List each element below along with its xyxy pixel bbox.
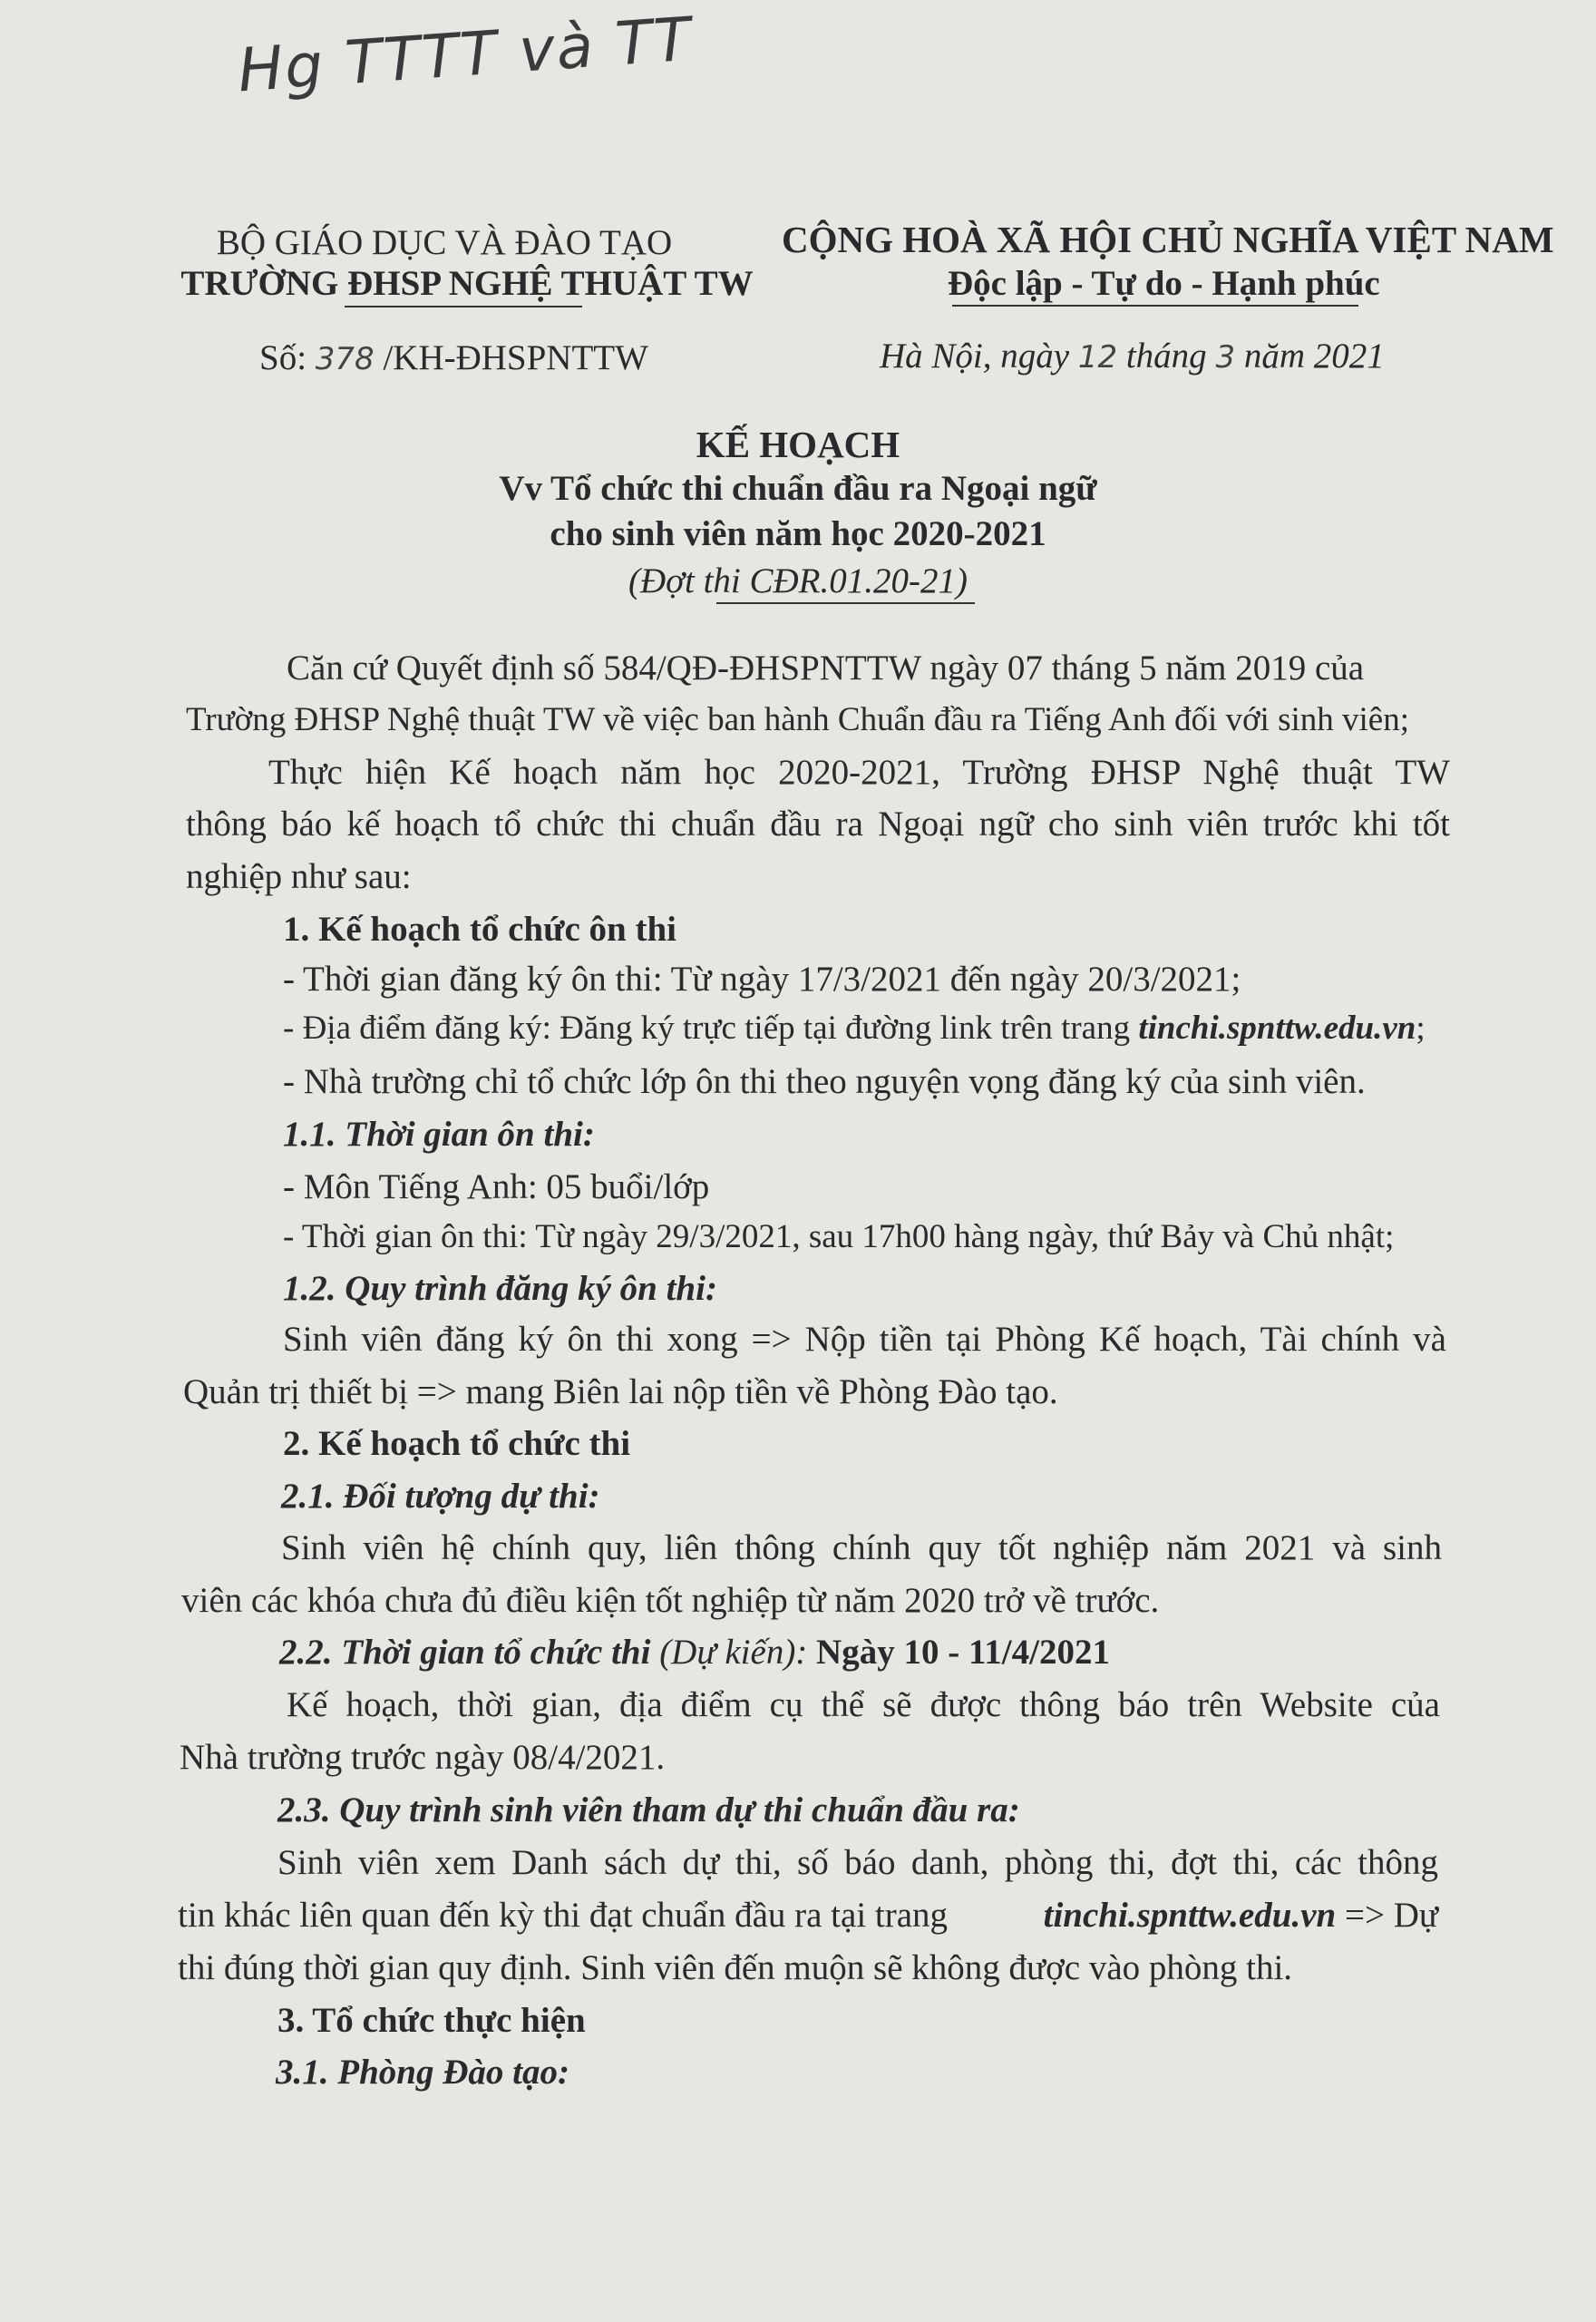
- registration-end: ;: [1416, 1010, 1426, 1047]
- body-line: nghiệp như sau:: [186, 857, 412, 896]
- doc-number: [259, 337, 648, 378]
- body-line: thông báo kế hoạch tổ chức thi chuẩn đầu ra Ngoại ngữ cho sinh viên trước khi tốt: [186, 805, 1450, 844]
- date-day: 12: [1077, 339, 1118, 376]
- section-heading-3: 3. Tổ chức thực hiện: [277, 2001, 586, 2040]
- procedure-text: tin khác liên quan đến kỳ thi đạt chuẩn đầu ra tại trang: [178, 1896, 949, 1935]
- ministry-name: BỘ GIÁO DỤC VÀ ĐÀO TẠO: [216, 223, 673, 262]
- title-underline: [716, 602, 975, 604]
- section-heading-1: 1. Kế hoạch tổ chức ôn thi: [283, 910, 676, 949]
- subsection-heading-2-2: [279, 1630, 1110, 1676]
- body-line: Kế hoạch, thời gian, địa điểm cụ thể sẽ được thông báo trên Website của: [287, 1685, 1440, 1724]
- body-line: - Nhà trường chỉ tổ chức lớp ôn thi theo nguyện vọng đăng ký của sinh viên.: [283, 1062, 1366, 1101]
- body-line: Sinh viên hệ chính quy, liên thông chính quy tốt nghiệp năm 2021 và sinh: [281, 1528, 1442, 1567]
- website-link: tinchi.spnttw.edu.vn: [1138, 1010, 1416, 1047]
- body-line: Căn cứ Quyết định số 584/QĐ-ĐHSPNTTW ngày 07 tháng 5 năm 2019 của: [287, 649, 1365, 688]
- subsection-heading-2-3: 2.3. Quy trình sinh viên tham dự thi chuẩn đầu ra:: [277, 1790, 1020, 1829]
- doc-subtitle-2: cho sinh viên năm học 2020-2021: [550, 514, 1046, 553]
- doc-title: KẾ HOẠCH: [696, 424, 900, 465]
- doc-number-prefix: Số:: [259, 338, 307, 377]
- doc-number-suffix: /KH-ĐHSPNTTW: [383, 338, 648, 377]
- doc-number-handwritten: 378: [315, 341, 375, 377]
- section-heading-2: 2. Kế hoạch tổ chức thi: [283, 1424, 631, 1463]
- body-line: Sinh viên xem Danh sách dự thi, số báo danh, phòng thi, đợt thi, các thông: [277, 1843, 1438, 1882]
- country-name: CỘNG HOÀ XÃ HỘI CHỦ NGHĨA VIỆT NAM: [782, 219, 1554, 260]
- body-line: [283, 1007, 1426, 1050]
- registration-text: - Địa điểm đăng ký: Đăng ký trực tiếp tại đường link trên trang: [283, 1010, 1131, 1047]
- body-line: - Thời gian đăng ký ôn thi: Từ ngày 17/3/2021 đến ngày 20/3/2021;: [283, 960, 1241, 999]
- body-line: - Môn Tiếng Anh: 05 buổi/lớp: [283, 1167, 710, 1206]
- school-name: [163, 263, 771, 304]
- body-line: Sinh viên đăng ký ôn thi xong => Nộp tiền tại Phòng Kế hoạch, Tài chính và: [283, 1320, 1446, 1359]
- subsection-heading-2-1: 2.1. Đối tượng dự thi:: [281, 1477, 600, 1516]
- doc-subtitle-1: Vv Tổ chức thi chuẩn đầu ra Ngoại ngữ: [499, 469, 1097, 508]
- date-line: [880, 336, 1385, 376]
- body-line: [178, 1893, 1438, 1939]
- date-place: Hà Nội, ngày: [880, 337, 1070, 376]
- body-line: Trường ĐHSP Nghệ thuật TW về việc ban hành Chuẩn đầu ra Tiếng Anh đối với sinh viên;: [186, 701, 1409, 738]
- body-line: viên các khóa chưa đủ điều kiện tốt nghiệp từ năm 2020 trở về trước.: [181, 1581, 1160, 1620]
- exam-time-value: Ngày 10 - 11/4/2021: [816, 1633, 1110, 1672]
- motto-text: Độc lập - Tự do - Hạnh phúc: [948, 264, 1380, 303]
- school-name-text: TRƯỜNG ĐHSP NGHỆ THUẬT TW: [180, 264, 754, 303]
- body-line: Thực hiện Kế hoạch năm học 2020-2021, Trường ĐHSP Nghệ thuật TW: [268, 753, 1450, 792]
- date-month-label: tháng: [1125, 337, 1207, 376]
- body-line: - Thời gian ôn thi: Từ ngày 29/3/2021, sau 17h00 hàng ngày, thứ Bảy và Chủ nhật;: [283, 1218, 1395, 1255]
- procedure-arrow: => Dự: [1344, 1896, 1438, 1935]
- body-line: Nhà trường trước ngày 08/4/2021.: [180, 1738, 666, 1777]
- exam-time-note: (Dự kiến):: [659, 1633, 808, 1672]
- body-line: thi đúng thời gian quy định. Sinh viên đến muộn sẽ không được vào phòng thi.: [178, 1948, 1293, 1987]
- website-link: tinchi.spnttw.edu.vn: [1043, 1896, 1337, 1935]
- date-year: năm 2021: [1243, 337, 1385, 376]
- doc-subtitle-3: (Đợt thi CĐR.01.20-21): [628, 561, 968, 600]
- exam-time-label: 2.2. Thời gian tổ chức thi: [279, 1633, 651, 1672]
- school-underline: [345, 306, 582, 307]
- subsection-heading-1-2: 1.2. Quy trình đăng ký ôn thi:: [283, 1269, 717, 1308]
- motto: [948, 263, 1380, 304]
- body-line: Quản trị thiết bị => mang Biên lai nộp tiền về Phòng Đào tạo.: [183, 1372, 1058, 1411]
- subsection-heading-1-1: 1.1. Thời gian ôn thi:: [283, 1115, 595, 1154]
- date-month: 3: [1215, 339, 1236, 376]
- subsection-heading-3-1: 3.1. Phòng Đào tạo:: [276, 2053, 569, 2092]
- motto-underline: [952, 305, 1358, 307]
- handwritten-note: Hg TTTT và TT: [235, 4, 695, 106]
